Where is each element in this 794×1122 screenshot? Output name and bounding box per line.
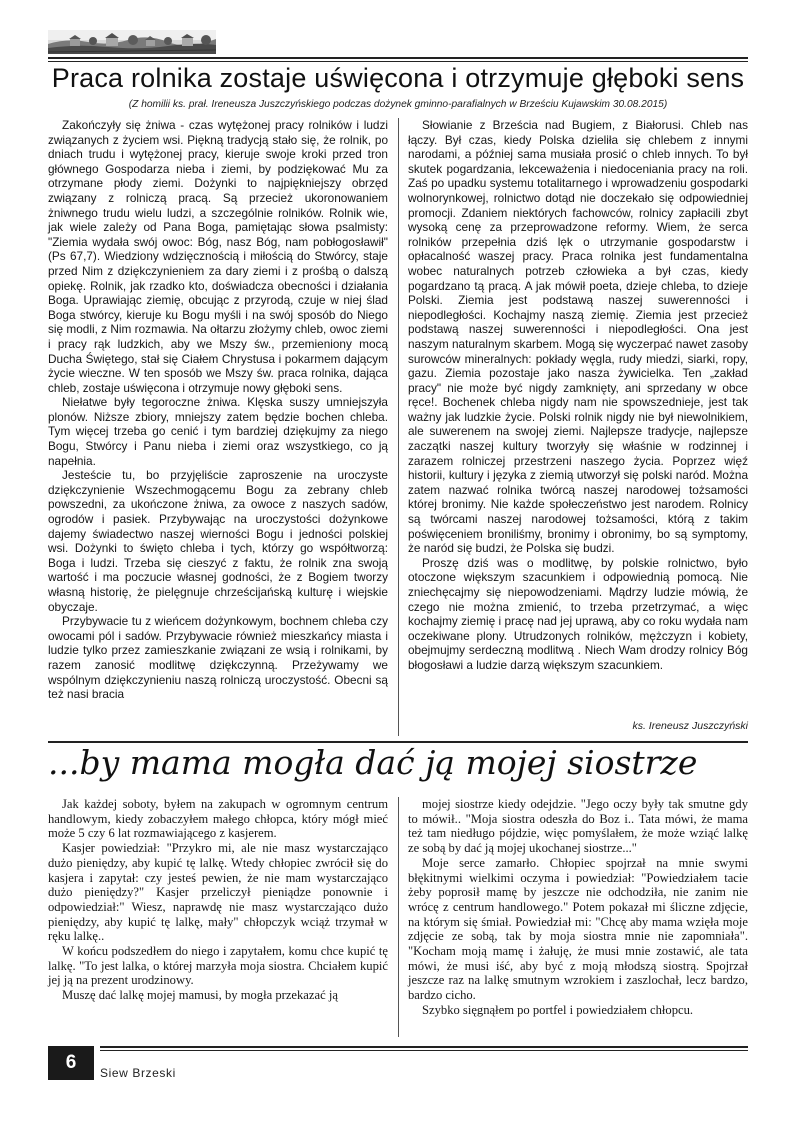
article1-title: Praca rolnika zostaje uświęcona i otrzymuje głęboki sens <box>51 63 745 93</box>
article2-paragraph: Kasjer powiedział: "Przykro mi, ale nie masz wystarczająco dużo pieniędzy, aby kupić tę lalkę. Wtedy chłopiec zwrócił się do kasjera i zapytał: czy jesteś pewien, że nie mam wystarczająco dużo pieniędzy?" Kasjer przeliczył pieniądze ponownie i odpowiedział:" Wiesz, naprawdę nie masz wystarczająco dużo pieniędzy, aby kupić tę lalkę, mały" chłopczyk wciąż trzymał w ręku lalkę.. <box>48 841 388 944</box>
article1-signature: ks. Ireneusz Juszczyński <box>632 720 748 732</box>
article2-paragraph: W końcu podszedłem do niego i zapytałem, komu chce kupić tę lalkę. "To jest lalka, o której marzyła moja siostra. Chciałem kupić jej ją na prezent urodzinowy. <box>48 944 388 988</box>
top-rule-thin <box>48 61 748 62</box>
footer-rule-thin <box>100 1050 748 1051</box>
article2-paragraph: Szybko sięgnąłem po portfel i powiedziałem chłopcu. <box>422 1002 694 1017</box>
column-divider <box>398 118 399 736</box>
article2-title: ...by mama mogła dać ją mojej siostrze <box>48 743 698 782</box>
header-photo <box>48 30 216 54</box>
article1-paragraph: Przybywacie tu z wieńcem dożynkowym, bochnem chleba czy owocami pól i sadów. Przybywacie również mieszkańcy miasta i ludzie tylko przez zamieszkanie związani ze wsią i rolnikami, by razem zanosić modlitwę dziękczynną. Przeżywamy we wspólnym dziękczynieniu naszą rolniczą uroczystość. Obecni są też nasi bracia <box>48 614 388 702</box>
article2-column-right <box>408 797 748 1018</box>
footer-rule <box>100 1046 748 1048</box>
article1-paragraph: Proszę dziś was o modlitwę, by polskie rolnictwo, było otoczone większym szacunkiem i odpowiednią pomocą. Nie zniechęcajmy się niepowodzeniami. Mądrzy ludzie mówią, że czego nie można zmienić, to trzeba przetrzymać, a więc kochajmy ziemię i pracę nad jej uprawą, aby co roku wydała nam oczekiwane plony. Utrudzonych rolników, mężczyzn i kobiety, obejmujmy serdeczną modlitwą . Niech Wam drodzy rolnicy Bóg błogosławi a ludzie darzą większym szacunkiem. <box>408 555 748 672</box>
article1-paragraph: Zakończyły się żniwa - czas wytężonej pracy rolników i ludzi związanych z życiem wsi. Piękną tradycją stało się, że rolnik, po dniach trudu i wytężonej pracy, kieruje swoje kroki przed tron głównego Gospodarza nieba i ziemi, by podziękować Mu za otrzymane płody ziemi. Dożynki to najpiękniejszy obrzęd związany z rolniczą pracą. Są przecież ukoronowaniem żniwnego trudu wielu ludzi, a szczególnie rolników. Rolnik wie, jak wiele zależy od Pana Boga, pamiętając słowa psalmisty: "Ziemia wydała swój owoc: Bóg, nasz Bóg, nam pobłogosławił" (Ps 67,7). Wiedziony wdzięcznością i miłością do Stwórcy, staje przed Nim z dziękczynieniem za dary ziemi i z prośbą o dalszą opiekę. Rolnik, jak rzadko kto, doświadcza obecności i działania Boga. Uprawiając ziemię, obcując z przyrodą, czuje w niej ślad Boga stwórcy, kieruje ku Bogu myśli i na swój sposób do Niego się modli, z Nim rozmawia. Na ołtarzu złożymy chleb, owoc ziemi i pracy rąk ludzkich, aby we Mszy św., przemieniony mocą Ducha Świętego, stał się Ciałem Chrystusa i pokarmem dającym życie wieczne. W ten sposób we Mszy św. praca rolnika, dająca chleb, zostaje uświęcona i otrzymuje nowy głęboki sens. <box>48 118 388 395</box>
top-rule <box>48 57 748 59</box>
article1-column-left <box>48 118 388 702</box>
article1-paragraph: Jesteście tu, bo przyjęliście zaproszenie na uroczyste dziękczynienie Wszechmogącemu Bogu za zebrany chleb powszedni, za ukończone żniwa, za owoce z naszych sadów, ogrodów i pasiek. Przybywając na uroczystości dożynkowe dajemy świadectwo naszej wierności Bogu i jedności polskiej wsi. Dożynki to święto chleba i tych, którzy go współtworzą: Boga i ludzi. Trzeba się cieszyć z faktu, że rolnik zna swoją wartość i ma poczucie własnej godności, że z Bogiem tworzy własną historię, że pielęgnuje chrześcijańską kulturę i wiejskie obyczaje. <box>48 468 388 614</box>
article2-paragraph: Jak każdej soboty, byłem na zakupach w ogromnym centrum handlowym, kiedy zobaczyłem małego chłopca, który mógł mieć może 5 czy 6 lat rozmawiającego z kasjerem. <box>48 797 388 841</box>
publication-name: Siew Brzeski <box>100 1066 176 1080</box>
article2-paragraph: mojej siostrze kiedy odejdzie. "Jego oczy były tak smutne gdy to mówił.. "Moja siostra odeszła do Boz i.. Tata mówi, że mama też tam niedługo pójdzie, więc pomyślałem, że może wziąć lalkę ze sobą by dać ją mojej ukochanej siostrze..." <box>408 797 748 856</box>
article1-subtitle: (Z homilii ks. prał. Ireneusza Juszczyńskiego podczas dożynek gminno-parafialnych w Brześciu Kujawskim 30.08.2015) <box>128 99 668 110</box>
column-divider <box>398 797 399 1037</box>
article1-paragraph: Niełatwe były tegoroczne żniwa. Klęska suszy umniejszyła plonów. Niższe zbiory, mniejszy zatem będzie bochen chleba. Tym więcej trzeba go cenić i tym bardziej dziękujmy za niego Bogu, Stwórcy i Panu nieba i ziemi oraz wszystkiego, co ją napełnia. <box>48 395 388 468</box>
article2-column-left <box>48 797 388 1003</box>
page-number: 6 <box>48 1046 94 1080</box>
article2-paragraph: Muszę dać lalkę mojej mamusi, by mogła przekazać ją <box>62 988 338 1003</box>
article1-column-right <box>408 118 748 673</box>
village-landscape-photo <box>48 30 216 54</box>
article2-paragraph: Moje serce zamarło. Chłopiec spojrzał na mnie swymi błękitnymi wielkimi oczyma i powiedział: "Powiedziałem tacie żeby poprosił mamę by jeszcze nie odchodziła, nie zanim nie wrócę z centrum handlowego." Potem pokazał mi śliczne zdjęcie, na którym się śmiał. Powiedział mi: "Chcę aby mama wzięła moje zdjęcie ze sobą, tak by moja siostra mnie nie zapomniała". "Kocham moją mamę i żałuję, że musi mnie zostawić, ale tata mówi, że musi iść, aby być z moją młodszą siostrą. Spojrzał jeszcze raz na lalkę smutnym wzrokiem i zaszlochał, lecz bardzo, bardzo cicho. <box>408 855 748 1003</box>
article1-paragraph: Słowianie z Brześcia nad Bugiem, z Białorusi. Chleb nas łączy. Był czas, kiedy Polska dzieliła się chlebem z innymi narodami, a później sama musiała prosić o chleb innych. To był skutek pogardzania, lekceważenia i niedoceniania pracy na roli. Zaś po upadku systemu totalitarnego i wprowadzeniu gospodarki wolnorynkowej, rolnictwo dotąd nie doczekało się odpowiedniej promocji. Zdaniem niektórych fachowców, rolnicy zapłacili zbyt wysoką cenę za przeprowadzone reformy. Wiem, że serca rolników przepełnia dziś lęk o utrzymanie gospodarstw i opłacalność waszej pracy. Praca rolnika jest fundamentalna wobec naturalnych potrzeb człowieka a był czas, kiedy pogardzano tą pracą. A jak mówił poeta, dzieje chleba, to dzieje Polski. Ziemia jest podstawą naszej suwerenności i niepodległości. Kochajmy naszą ziemię. Ziemia jest przecież podstawą naszej suwerenności i niepodległości. Ona jest naszym naturalnym skarbem. Mogą się wyczerpać nawet zasoby surowców mineralnych: pokłady węgla, rudy miedzi, siarki, ropy, gazu. Ziemia pozostaje jako nasza żywicielka. Ten „zakład pracy" nie może być nigdy zamknięty, ani sprzedany w obce ręce!. Bochenek chleba nigdy nam nie spowszednieje, jest tak ważny jak ludzkie życie. Polski rolnik nigdy nie był niewolnikiem, ale suwerenem na swojej ziemi. Najlepsze tradycje, najlepsze zaczątki naszej kultury tworzyły się właśnie w rodzinnej i zarazem rolniczej przestrzeni naszego życia. Poprzez więź historii, kultury i języka z ziemią utworzył się polski naród. Można zatem nazwać rolnika twórcą naszej narodowej tożsamości której bronimy. Nie każde społeczeństwo jest narodem. Rolnicy są twórcami naszej narodowej tożsamości, którą z takim poświęceniem broniliśmy, bronimy i obronimy, bo są symptomy, że naród się budzi, że Polska się budzi. <box>408 118 748 556</box>
